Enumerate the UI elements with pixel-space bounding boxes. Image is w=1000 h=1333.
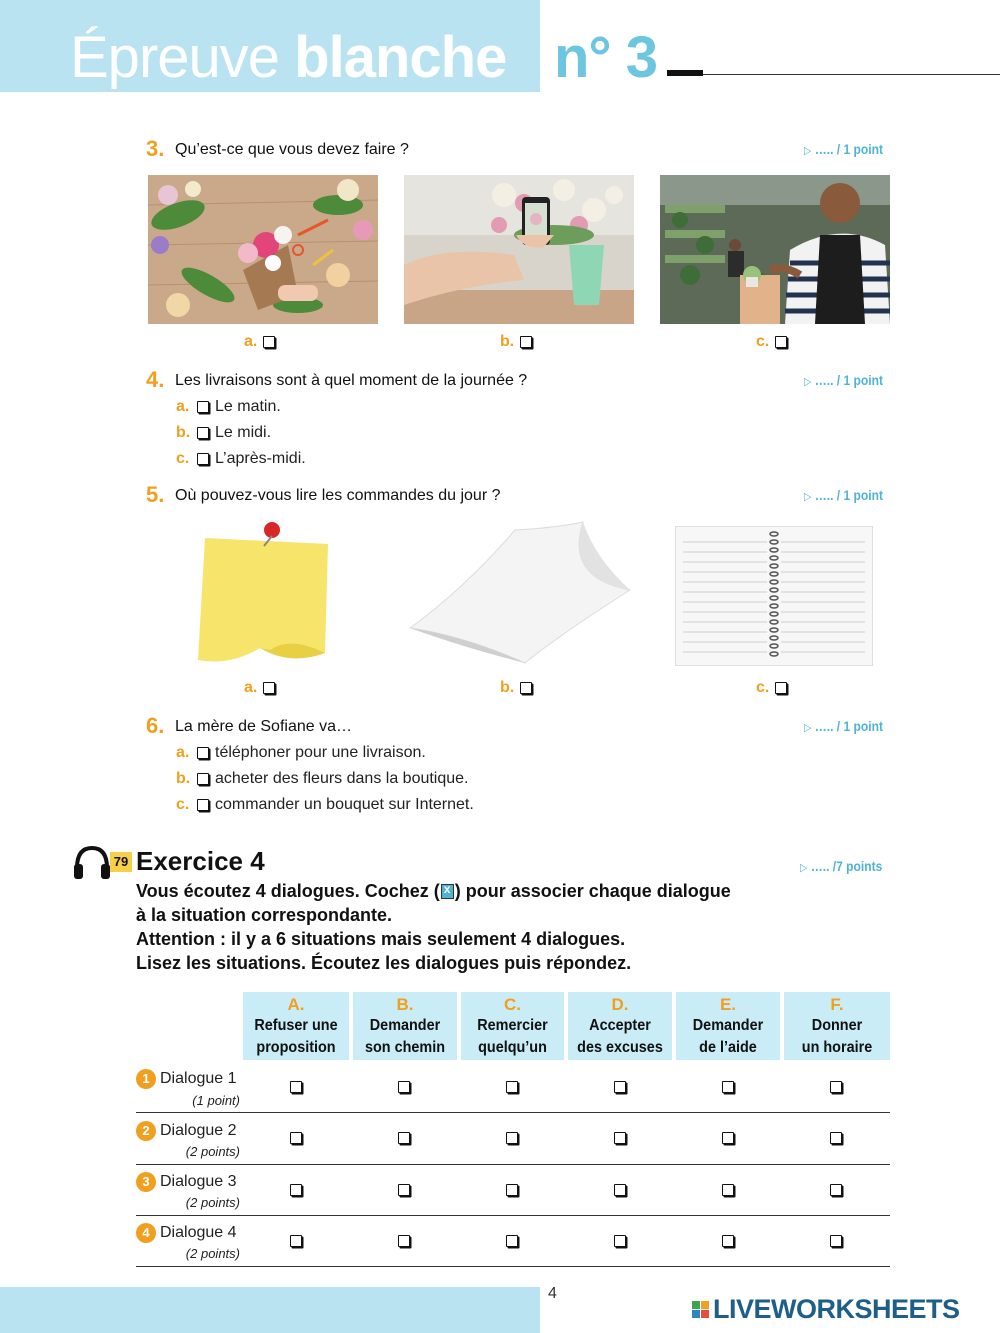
arrow-icon: ▷ (804, 145, 812, 157)
arrow-icon: ▷ (804, 376, 812, 388)
title-bold: blanche (294, 25, 507, 90)
q4-option-b[interactable]: b. Le midi. (176, 424, 272, 441)
table-checkbox[interactable] (398, 1235, 410, 1247)
liveworksheets-icon (692, 1301, 709, 1318)
column-header-a: A. Refuser une proposition (243, 992, 349, 1060)
checkbox[interactable] (775, 336, 787, 348)
checkbox[interactable] (197, 453, 209, 465)
checked-box-icon (441, 884, 454, 899)
page-title (70, 24, 506, 91)
table-checkbox[interactable] (614, 1235, 626, 1247)
column-header-f: F. Donner un horaire (784, 992, 890, 1060)
row-divider (136, 1215, 890, 1216)
page-number: 4 (548, 1285, 557, 1302)
sticky-note-image (190, 518, 340, 670)
checkbox[interactable] (520, 682, 532, 694)
row-points-1: (1 point) (192, 1093, 240, 1108)
checkbox[interactable] (197, 401, 209, 413)
q6-text: La mère de Sofiane va… (175, 718, 352, 735)
q3-number: 3. (146, 136, 165, 161)
table-checkbox[interactable] (290, 1235, 302, 1247)
name-line (703, 74, 1000, 75)
row-label-dialogue-2: 2 Dialogue 2 (136, 1121, 237, 1141)
q4-score: ▷ ….. / 1 point (804, 372, 883, 388)
q3-text: Qu’est-ce que vous devez faire ? (175, 141, 409, 158)
row-label-dialogue-1: 1 Dialogue 1 (136, 1069, 237, 1089)
liveworksheets-logo[interactable] (692, 1294, 960, 1325)
q4-option-c[interactable]: c. L’après-midi. (176, 450, 306, 467)
table-checkbox[interactable] (398, 1081, 410, 1093)
table-checkbox[interactable] (722, 1235, 734, 1247)
table-checkbox[interactable] (290, 1081, 302, 1093)
table-checkbox[interactable] (398, 1184, 410, 1196)
name-dash (667, 70, 703, 76)
column-header-c: C. Remercier quelqu’un (461, 992, 564, 1060)
test-number: n° 3 (554, 25, 657, 90)
arrow-icon: ▷ (800, 862, 808, 874)
table-checkbox[interactable] (290, 1132, 302, 1144)
track-badge: 79 (110, 852, 132, 872)
q4-text: Les livraisons sont à quel moment de la journée ? (175, 372, 528, 389)
checkbox[interactable] (197, 747, 209, 759)
row-points-2: (2 points) (185, 1144, 240, 1159)
row-points-4: (2 points) (185, 1246, 240, 1261)
footer-band (0, 1287, 540, 1333)
title-light: Épreuve (70, 25, 280, 90)
headphones-icon (72, 842, 112, 882)
row-divider (136, 1164, 890, 1165)
exercise-title: Exercice 4 (136, 846, 265, 876)
table-checkbox[interactable] (398, 1132, 410, 1144)
q6-option-a[interactable]: a. téléphoner pour une livraison. (176, 744, 426, 761)
q6-option-b[interactable]: b. acheter des fleurs dans la boutique. (176, 770, 469, 787)
q3-choice-b[interactable]: b. (500, 333, 538, 351)
table-checkbox[interactable] (722, 1081, 734, 1093)
q6-score: ▷ ….. / 1 point (804, 718, 883, 734)
table-checkbox[interactable] (830, 1235, 842, 1247)
q5-choice-b[interactable]: b. (500, 679, 538, 697)
row-label-dialogue-3: 3 Dialogue 3 (136, 1172, 237, 1192)
notebook-image (675, 526, 873, 666)
checkbox[interactable] (263, 336, 275, 348)
instruction-line-1: Vous écoutez 4 dialogues. Cochez (x ) pour associer chaque dialogue (136, 881, 731, 902)
checkbox[interactable] (775, 682, 787, 694)
row-points-3: (2 points) (185, 1195, 240, 1210)
table-checkbox[interactable] (614, 1132, 626, 1144)
q3-choice-c[interactable]: c. (756, 333, 793, 351)
column-header-d: D. Accepter des excuses (568, 992, 672, 1060)
q3-score: ▷ ….. / 1 point (804, 141, 883, 157)
arrow-icon: ▷ (804, 722, 812, 734)
table-checkbox[interactable] (506, 1132, 518, 1144)
table-checkbox[interactable] (506, 1081, 518, 1093)
table-checkbox[interactable] (614, 1184, 626, 1196)
q6-option-c[interactable]: c. commander un bouquet sur Internet. (176, 796, 474, 813)
checkbox[interactable] (520, 336, 532, 348)
arrow-icon: ▷ (804, 491, 812, 503)
q5-choice-c[interactable]: c. (756, 679, 793, 697)
checkbox[interactable] (197, 427, 209, 439)
q5-number: 5. (146, 482, 165, 507)
q4-number: 4. (146, 367, 165, 392)
row-divider (136, 1266, 890, 1267)
photo-phone-bouquet (404, 175, 634, 324)
table-checkbox[interactable] (830, 1081, 842, 1093)
table-checkbox[interactable] (830, 1132, 842, 1144)
column-header-e: E. Demander de l’aide (676, 992, 780, 1060)
instruction-line-3: Attention : il y a 6 situations mais seulement 4 dialogues. (136, 929, 626, 949)
row-divider (136, 1112, 890, 1113)
exercise-score: ▷ ….. /7 points (800, 858, 883, 874)
q5-text: Où pouvez-vous lire les commandes du jour ? (175, 487, 501, 504)
paper-sheet-image (405, 518, 635, 668)
photo-man-greenhouse (660, 175, 890, 324)
q5-choice-a[interactable]: a. (244, 679, 281, 697)
table-checkbox[interactable] (506, 1184, 518, 1196)
q3-choice-a[interactable]: a. (244, 333, 281, 351)
checkbox[interactable] (197, 773, 209, 785)
photo-flower-arranging (148, 175, 378, 324)
column-header-b: B. Demander son chemin (353, 992, 457, 1060)
table-checkbox[interactable] (830, 1184, 842, 1196)
q5-score: ▷ ….. / 1 point (804, 487, 883, 503)
instruction-line-2: à la situation correspondante. (136, 905, 393, 925)
table-checkbox[interactable] (722, 1184, 734, 1196)
q4-option-a[interactable]: a. Le matin. (176, 398, 281, 415)
table-checkbox[interactable] (290, 1184, 302, 1196)
table-checkbox[interactable] (506, 1235, 518, 1247)
table-checkbox[interactable] (722, 1132, 734, 1144)
checkbox[interactable] (197, 799, 209, 811)
row-label-dialogue-4: 4 Dialogue 4 (136, 1223, 237, 1243)
table-checkbox[interactable] (614, 1081, 626, 1093)
liveworksheets-brand: LIVEWORKSHEETS (713, 1294, 960, 1324)
instruction-line-4: Lisez les situations. Écoutez les dialogues puis répondez. (136, 953, 632, 973)
checkbox[interactable] (263, 682, 275, 694)
q6-number: 6. (146, 713, 165, 738)
